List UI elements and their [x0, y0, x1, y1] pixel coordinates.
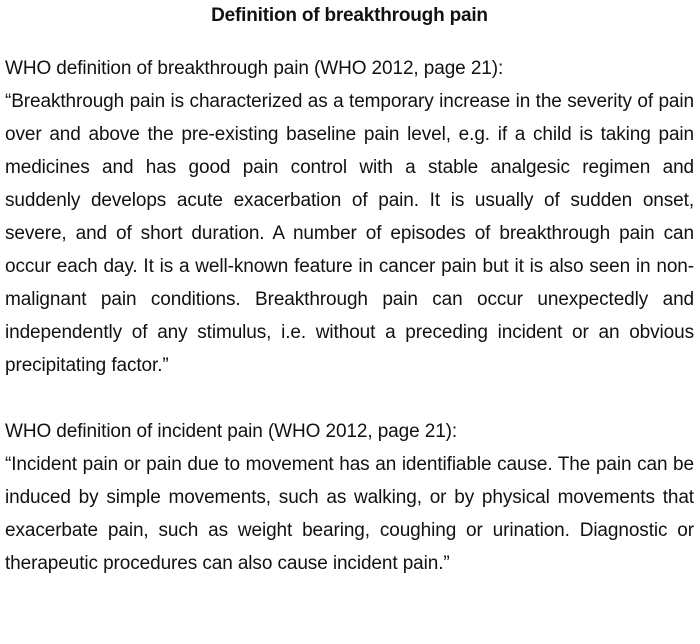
document-title: Definition of breakthrough pain — [211, 5, 488, 26]
incident-pain-definition-section — [5, 415, 694, 580]
breakthrough-pain-quote: “Breakthrough pain is characterized as a temporary increase in the severity of pain over and above the pre-existing baseline pain level, e.g. if a child is taking pain medicines and has good pain control with a stable analgesic regimen and suddenly develops acute exacerbation of pain. It is usually of sudden onset, severe, and of short duration. A number of episodes of breakthrough pain can occur each day. It is a well-known feature in cancer pain but it is also seen in non-malignant pain conditions. Breakthrough pain can occur unexpectedly and independently of any stimulus, i.e. without a preceding incident or an obvious precipitating factor.” — [5, 91, 694, 376]
breakthrough-pain-definition-section — [5, 52, 694, 382]
breakthrough-pain-heading: WHO definition of breakthrough pain (WHO 2012, page 21): — [5, 58, 504, 79]
incident-pain-heading: WHO definition of incident pain (WHO 2012, page 21): — [5, 421, 458, 442]
incident-pain-quote: “Incident pain or pain due to movement has an identifiable cause. The pain can be induced by simple movements, such as walking, or by physical movements that exacerbate pain, such as weight bearing, coughing or urination. Diagnostic or therapeutic procedures can also cause incident pain.” — [5, 454, 694, 574]
